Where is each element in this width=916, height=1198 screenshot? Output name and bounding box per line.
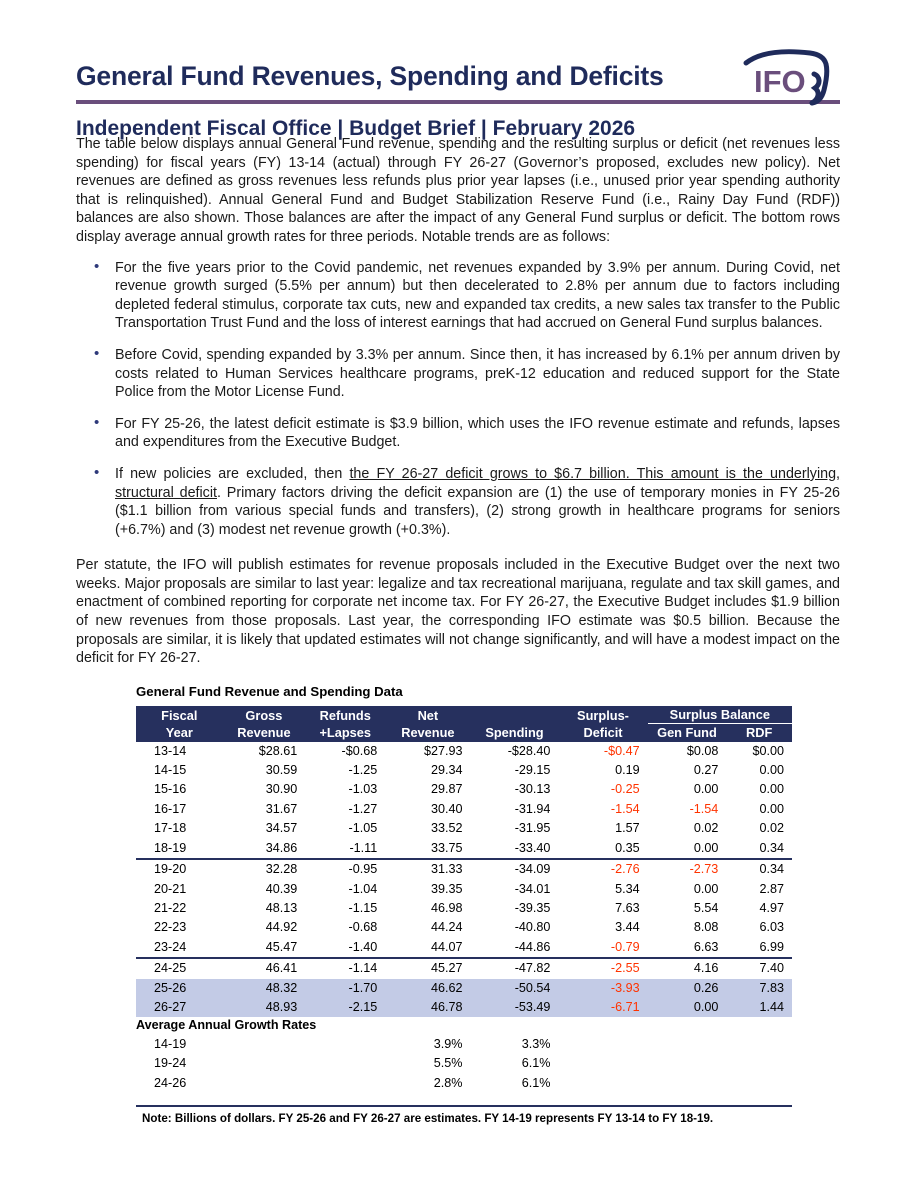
cell-spending: -53.49 bbox=[471, 998, 559, 1017]
cell-gross-revenue: 30.90 bbox=[265, 782, 298, 797]
cell-spending: -50.54 bbox=[471, 979, 559, 998]
cell-gen-fund: 0.00 bbox=[648, 998, 727, 1017]
cell-blank bbox=[305, 1035, 385, 1054]
cell-spending: -$28.40 bbox=[507, 743, 551, 758]
cell-gen-fund: 0.00 bbox=[693, 782, 719, 797]
cell-blank bbox=[223, 1054, 306, 1073]
cell-fiscal-year: 15-16 bbox=[154, 782, 187, 797]
col-fiscal-year bbox=[136, 706, 223, 742]
table-row bbox=[136, 918, 792, 937]
col-net-revenue-l2: Revenue bbox=[401, 725, 455, 741]
table-row bbox=[136, 761, 792, 780]
cell-net-revenue: 29.34 bbox=[431, 763, 463, 778]
col-refunds-l2: +Lapses bbox=[319, 725, 372, 741]
col-spending bbox=[471, 706, 559, 742]
cell-spending: -29.15 bbox=[514, 763, 551, 778]
cell-blank bbox=[223, 1074, 306, 1093]
cell-gross-revenue: 44.92 bbox=[265, 920, 298, 935]
cell-refunds: -1.11 bbox=[349, 840, 378, 855]
cell-gross-revenue: 45.47 bbox=[265, 939, 298, 954]
growth-row bbox=[136, 1074, 792, 1093]
col-gross-revenue-l1: Gross bbox=[245, 707, 283, 723]
page-title: General Fund Revenues, Spending and Deficits bbox=[76, 61, 664, 91]
cell-net-revenue: 31.33 bbox=[385, 859, 470, 879]
table-title: General Fund Revenue and Spending Data bbox=[136, 683, 403, 699]
cell-rdf: 1.44 bbox=[726, 998, 792, 1017]
cell-rdf: 0.00 bbox=[759, 782, 784, 797]
cell-gen-fund: 0.02 bbox=[693, 821, 719, 836]
growth-row bbox=[136, 1035, 792, 1054]
cell-surplus-deficit: -3.93 bbox=[558, 979, 647, 998]
cell-blank bbox=[223, 1035, 306, 1054]
cell-blank bbox=[726, 1054, 792, 1073]
cell-refunds: -1.04 bbox=[348, 881, 378, 896]
col-refunds-lapses bbox=[305, 706, 385, 742]
cell-spending: -47.82 bbox=[471, 958, 559, 978]
col-net-revenue bbox=[385, 706, 470, 742]
cell-gen-fund: 6.63 bbox=[693, 939, 719, 954]
cell-growth-net-revenue: 3.9% bbox=[433, 1036, 463, 1051]
col-fiscal-year-l2: Year bbox=[165, 725, 193, 741]
cell-gross-revenue: 46.41 bbox=[223, 958, 306, 978]
cell-spending: -34.01 bbox=[514, 881, 551, 896]
table-header bbox=[136, 706, 792, 742]
cell-gross-revenue: 48.13 bbox=[265, 900, 298, 915]
cell-growth-net-revenue: 5.5% bbox=[433, 1056, 463, 1071]
cell-surplus-deficit: 5.34 bbox=[615, 881, 640, 896]
cell-net-revenue: 44.07 bbox=[431, 939, 463, 954]
cell-surplus-deficit: 7.63 bbox=[615, 900, 640, 915]
cell-refunds: -1.25 bbox=[348, 763, 378, 778]
cell-blank bbox=[558, 1054, 647, 1073]
cell-spending: -33.40 bbox=[514, 840, 551, 855]
table-row bbox=[136, 880, 792, 899]
cell-blank bbox=[648, 1035, 727, 1054]
cell-blank bbox=[558, 1074, 647, 1093]
cell-gross-revenue: 32.28 bbox=[223, 859, 306, 879]
table-row bbox=[136, 859, 792, 879]
cell-spending: -30.13 bbox=[514, 782, 551, 797]
cell-refunds: -0.95 bbox=[305, 859, 385, 879]
cell-refunds: -1.05 bbox=[348, 821, 378, 836]
bullet-text: Before Covid, spending expanded by 3.3% per annum. Since then, it has increased by 6.1% per annum driven by costs related to Human Services healthcare programs, preK-12 education and reduced support for the State Police from the Motor License Fund. bbox=[115, 346, 840, 401]
cell-rdf: 0.00 bbox=[759, 763, 784, 778]
cell-fiscal-year: 20-21 bbox=[154, 881, 187, 896]
cell-surplus-deficit: 3.44 bbox=[615, 920, 640, 935]
cell-growth-period: 24-26 bbox=[154, 1075, 187, 1090]
cell-spending: -34.09 bbox=[471, 859, 559, 879]
cell-net-revenue: 45.27 bbox=[385, 958, 470, 978]
cell-fiscal-year: 22-23 bbox=[154, 920, 187, 935]
cell-surplus-deficit: -0.25 bbox=[610, 782, 640, 797]
table-row bbox=[136, 800, 792, 819]
cell-net-revenue: 44.24 bbox=[431, 920, 463, 935]
col-fiscal-year-l1: Fiscal bbox=[161, 707, 198, 723]
table-row bbox=[136, 958, 792, 978]
cell-gross-revenue: 48.93 bbox=[223, 998, 306, 1017]
cell-gross-revenue: 48.32 bbox=[223, 979, 306, 998]
cell-gross-revenue: $28.61 bbox=[258, 743, 298, 758]
cell-rdf: 7.83 bbox=[726, 979, 792, 998]
cell-fiscal-year: 17-18 bbox=[154, 821, 187, 836]
cell-surplus-deficit: -$0.47 bbox=[603, 743, 640, 758]
cell-rdf: 7.40 bbox=[726, 958, 792, 978]
table-row bbox=[136, 742, 792, 761]
cell-spending: -31.94 bbox=[514, 801, 551, 816]
cell-fiscal-year: 26-27 bbox=[136, 998, 223, 1017]
cell-rdf: $0.00 bbox=[752, 743, 784, 758]
cell-gen-fund: 0.27 bbox=[693, 763, 719, 778]
cell-rdf: 2.87 bbox=[759, 881, 784, 896]
cell-blank bbox=[305, 1074, 385, 1093]
cell-gen-fund: 0.00 bbox=[693, 881, 719, 896]
cell-fiscal-year: 18-19 bbox=[154, 840, 187, 855]
cell-rdf: 6.03 bbox=[759, 920, 784, 935]
header-divider bbox=[76, 100, 840, 104]
cell-blank bbox=[648, 1054, 727, 1073]
cell-gross-revenue: 40.39 bbox=[265, 881, 298, 896]
col-gross-revenue bbox=[223, 706, 306, 742]
growth-row bbox=[136, 1054, 792, 1073]
table-row bbox=[136, 819, 792, 838]
cell-refunds: -1.15 bbox=[348, 900, 378, 915]
intro-paragraph: The table below displays annual General Fund revenue, spending and the resulting surplus or deficit (net revenues less spending) for fiscal years (FY) 13-14 (actual) through FY 26-27 (Governor’s proposed, excludes new policy). Net revenues are defined as gross revenues less refunds plus prior year lapses (i.e., unused prior year spending authority that is relinquished). Annual General Fund and Budget Stabilization Reserve Fund (i.e., Rainy Day Fund (RDF)) balances are also shown. Those balances are after the impact of any General Fund surplus or deficit. The bottom rows display average annual growth rates for three periods. Notable trends are as follows: bbox=[76, 136, 840, 245]
table-body bbox=[136, 742, 792, 1093]
cell-growth-spending: 6.1% bbox=[521, 1056, 551, 1071]
col-gen-fund: Gen Fund bbox=[648, 724, 727, 742]
list-item-net-revenue bbox=[76, 259, 840, 333]
data-table-section bbox=[76, 684, 840, 1125]
col-net-revenue-l1: Net bbox=[417, 707, 439, 723]
closing-paragraph: Per statute, the IFO will publish estimates for revenue proposals included in the Executive Budget over the next two weeks. Major proposals are similar to last year: legalize and tax recreational marijuana, regulate and tax skill games, and enactment of combined reporting for corporate net income tax. For FY 26-27, the Executive Budget includes $1.9 billion of new revenues from those proposals. Last year, the corresponding IFO estimate was $0.5 billion. Because the proposals are similar, it is likely that updated estimates will not change significantly, and will have a modest impact on the deficit for FY 26-27. bbox=[76, 557, 840, 667]
cell-refunds: -1.03 bbox=[348, 782, 378, 797]
cell-gen-fund: 0.00 bbox=[693, 840, 719, 855]
cell-blank bbox=[305, 1054, 385, 1073]
ifo-logo bbox=[740, 48, 836, 106]
cell-growth-spending: 6.1% bbox=[521, 1075, 551, 1090]
cell-spending: -31.95 bbox=[514, 821, 551, 836]
cell-surplus-deficit: -2.76 bbox=[558, 859, 647, 879]
bullet-text: For the five years prior to the Covid pandemic, net revenues expanded by 3.9% per annum. During Covid, net revenue growth surged (5.5% per annum) but then decelerated to 2.8% per annum due to factors including depleted federal stimulus, corporate tax cuts, new and expanded tax credits, a new sales tax transfer to the Public Transportation Trust Fund and the loss of interest earnings that had accrued on General Fund surplus balances. bbox=[115, 259, 840, 332]
cell-gross-revenue: 34.57 bbox=[265, 821, 298, 836]
col-surplus-deficit-l1: Surplus- bbox=[577, 707, 629, 723]
cell-net-revenue: 33.52 bbox=[431, 821, 463, 836]
cell-blank bbox=[726, 1074, 792, 1093]
cell-surplus-deficit: -6.71 bbox=[558, 998, 647, 1017]
cell-surplus-deficit: -2.55 bbox=[558, 958, 647, 978]
cell-gen-fund: 4.16 bbox=[648, 958, 727, 978]
growth-title-row bbox=[136, 1017, 792, 1034]
cell-rdf: 4.97 bbox=[759, 900, 784, 915]
col-surplus-deficit-l2: Deficit bbox=[583, 725, 623, 741]
cell-gross-revenue: 31.67 bbox=[265, 801, 298, 816]
cell-refunds: -1.70 bbox=[305, 979, 385, 998]
list-item-deficit-estimate bbox=[76, 415, 840, 452]
cell-rdf: 0.34 bbox=[759, 840, 784, 855]
cell-rdf: 0.02 bbox=[759, 821, 784, 836]
page-subtitle: Independent Fiscal Office | Budget Brief | February 2026 bbox=[76, 117, 636, 141]
cell-fiscal-year: 13-14 bbox=[154, 743, 187, 758]
col-group-surplus-balance: Surplus Balance bbox=[648, 706, 792, 724]
col-refunds-l1: Refunds bbox=[319, 707, 371, 723]
bullet-text-underlined: the FY 26-27 deficit grows to $6.7 billion. This amount is the underlying, structural deficit bbox=[115, 465, 841, 501]
table-row bbox=[136, 839, 792, 859]
cell-net-revenue: 30.40 bbox=[431, 801, 463, 816]
cell-growth-net-revenue: 2.8% bbox=[433, 1075, 463, 1090]
cell-fiscal-year: 16-17 bbox=[154, 801, 187, 816]
cell-gen-fund: -2.73 bbox=[648, 859, 727, 879]
list-item-spending bbox=[76, 346, 840, 402]
table-row-highlighted bbox=[136, 998, 792, 1017]
table-header-row-top bbox=[136, 706, 792, 724]
ifo-logo-text: IFO bbox=[754, 64, 806, 99]
cell-blank bbox=[558, 1035, 647, 1054]
growth-rates-title: Average Annual Growth Rates bbox=[136, 1018, 317, 1033]
table-row bbox=[136, 899, 792, 918]
col-rdf: RDF bbox=[726, 724, 792, 742]
cell-net-revenue: 46.62 bbox=[385, 979, 470, 998]
cell-surplus-deficit: 1.57 bbox=[615, 821, 640, 836]
cell-fiscal-year: 24-25 bbox=[136, 958, 223, 978]
col-surplus-deficit bbox=[558, 706, 647, 742]
cell-gen-fund: 5.54 bbox=[693, 900, 719, 915]
cell-gen-fund: 8.08 bbox=[693, 920, 719, 935]
cell-growth-spending: 3.3% bbox=[521, 1036, 551, 1051]
masthead bbox=[76, 0, 840, 141]
cell-fiscal-year: 21-22 bbox=[154, 900, 187, 915]
cell-gross-revenue: 34.86 bbox=[265, 840, 298, 855]
cell-net-revenue: $27.93 bbox=[423, 743, 463, 758]
cell-surplus-deficit: -0.79 bbox=[610, 939, 640, 954]
col-gross-revenue-l2: Revenue bbox=[237, 725, 291, 741]
bullet-text-pre: If new policies are excluded, then bbox=[115, 465, 350, 482]
cell-refunds: -1.27 bbox=[348, 801, 378, 816]
table-row-highlighted bbox=[136, 979, 792, 998]
cell-blank bbox=[726, 1035, 792, 1054]
cell-refunds: -0.68 bbox=[348, 920, 378, 935]
cell-blank bbox=[648, 1074, 727, 1093]
cell-growth-period: 19-24 bbox=[154, 1056, 187, 1071]
cell-refunds: -1.14 bbox=[305, 958, 385, 978]
cell-gen-fund: $0.08 bbox=[686, 743, 719, 758]
cell-fiscal-year: 14-15 bbox=[154, 763, 187, 778]
cell-gen-fund: 0.26 bbox=[648, 979, 727, 998]
list-item-structural-deficit bbox=[76, 465, 840, 539]
table-row bbox=[136, 938, 792, 958]
col-spending-label: Spending bbox=[485, 725, 544, 741]
cell-rdf: 0.00 bbox=[759, 801, 784, 816]
cell-surplus-deficit: -1.54 bbox=[610, 801, 640, 816]
cell-fiscal-year: 19-20 bbox=[136, 859, 223, 879]
cell-net-revenue: 46.78 bbox=[385, 998, 470, 1017]
key-points-list bbox=[76, 259, 840, 540]
general-fund-table bbox=[136, 706, 792, 1093]
cell-net-revenue: 46.98 bbox=[431, 900, 463, 915]
cell-refunds: -$0.68 bbox=[341, 743, 378, 758]
bullet-text: For FY 25-26, the latest deficit estimate is $3.9 billion, which uses the IFO revenue estimate and refunds, lapses and expenditures from the Executive Budget. bbox=[115, 415, 840, 451]
cell-gen-fund: -1.54 bbox=[689, 801, 719, 816]
cell-fiscal-year: 25-26 bbox=[136, 979, 223, 998]
cell-refunds: -2.15 bbox=[305, 998, 385, 1017]
cell-spending: -40.80 bbox=[514, 920, 551, 935]
cell-growth-period: 14-19 bbox=[154, 1036, 187, 1051]
cell-spending: -39.35 bbox=[514, 900, 551, 915]
cell-gross-revenue: 30.59 bbox=[265, 763, 298, 778]
bullet-text-post: . Primary factors driving the deficit expansion are (1) the use of temporary monies in FY 25-26 ($1.1 billion from various special funds and transfers), (2) strong growth in healthcare programs for seniors (+6.7%) and (3) modest net revenue growth (+0.3%). bbox=[115, 484, 841, 538]
cell-spending: -44.86 bbox=[514, 939, 551, 954]
cell-refunds: -1.40 bbox=[348, 939, 378, 954]
cell-rdf: 0.34 bbox=[726, 859, 792, 879]
cell-net-revenue: 33.75 bbox=[431, 840, 463, 855]
cell-rdf: 6.99 bbox=[759, 939, 784, 954]
table-row bbox=[136, 780, 792, 799]
cell-surplus-deficit: 0.35 bbox=[615, 840, 640, 855]
table-note: Note: Billions of dollars. FY 25-26 and FY 26-27 are estimates. FY 14-19 represents FY 13-14 to FY 18-19. bbox=[142, 1111, 714, 1125]
cell-net-revenue: 39.35 bbox=[431, 881, 463, 896]
cell-surplus-deficit: 0.19 bbox=[615, 763, 640, 778]
cell-net-revenue: 29.87 bbox=[431, 782, 463, 797]
cell-fiscal-year: 23-24 bbox=[154, 939, 187, 954]
